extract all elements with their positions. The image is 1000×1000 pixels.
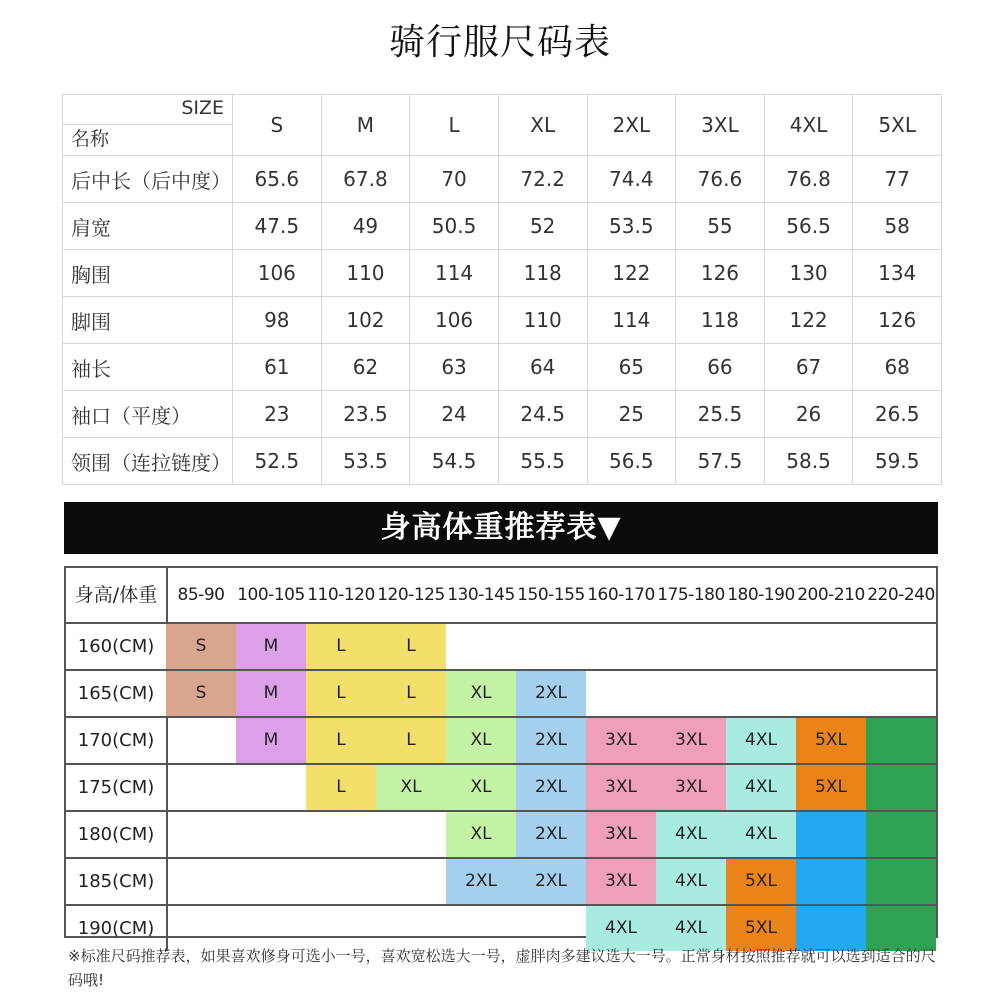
measurement-value: 130 bbox=[764, 250, 853, 297]
recommended-size-cell bbox=[866, 718, 936, 763]
recommended-size-cell bbox=[866, 812, 936, 857]
measurement-value: 67 bbox=[764, 344, 853, 391]
measurement-value: 25 bbox=[587, 391, 676, 438]
measurement-value: 58 bbox=[853, 203, 942, 250]
size-row bbox=[63, 203, 942, 250]
recommended-size-cell: L bbox=[306, 624, 376, 669]
measurement-value: 24 bbox=[410, 391, 499, 438]
measurement-value: 114 bbox=[410, 250, 499, 297]
recommended-size-cell: 4XL bbox=[656, 812, 726, 857]
weight-column-header: 175-180 bbox=[657, 585, 725, 605]
measurement-value: 118 bbox=[676, 297, 765, 344]
measurement-value: 49 bbox=[321, 203, 410, 250]
measurement-value: 110 bbox=[321, 250, 410, 297]
recommended-size-cell: S bbox=[166, 624, 236, 669]
recommended-size-cell: XL bbox=[446, 812, 516, 857]
weight-column-header: 220-240 bbox=[867, 585, 935, 605]
height-row bbox=[66, 718, 936, 765]
weight-column-header: 150-155 bbox=[517, 585, 585, 605]
size-row bbox=[63, 297, 942, 344]
measurement-name: 袖长 bbox=[63, 344, 233, 391]
recommended-size-cell bbox=[866, 859, 936, 904]
height-label: 165(CM) bbox=[66, 671, 168, 716]
recommended-size-cell: M bbox=[236, 624, 306, 669]
measurement-value: 54.5 bbox=[410, 438, 499, 485]
recommended-size-cell: 5XL bbox=[796, 718, 866, 763]
recommend-banner: 身高体重推荐表▼ bbox=[64, 502, 938, 554]
height-row bbox=[66, 624, 936, 671]
measurement-name: 胸围 bbox=[63, 250, 233, 297]
recommended-size-cell bbox=[796, 812, 866, 857]
measurement-name: 肩宽 bbox=[63, 203, 233, 250]
measurement-value: 23 bbox=[233, 391, 322, 438]
recommended-size-cell: 2XL bbox=[446, 859, 516, 904]
recommended-size-cell: M bbox=[236, 718, 306, 763]
height-row bbox=[66, 765, 936, 812]
measurement-value: 26.5 bbox=[853, 391, 942, 438]
size-column-header: 5XL bbox=[853, 95, 942, 156]
recommended-size-cell: 3XL bbox=[656, 765, 726, 810]
recommended-size-cell: 2XL bbox=[516, 765, 586, 810]
recommended-size-cell: L bbox=[376, 718, 446, 763]
name-header-label: 名称 bbox=[71, 128, 110, 150]
recommended-size-cell: L bbox=[376, 624, 446, 669]
recommend-header-row bbox=[66, 568, 936, 624]
height-weight-label: 身高/体重 bbox=[66, 568, 168, 622]
measurement-value: 52.5 bbox=[233, 438, 322, 485]
recommended-size-cell: M bbox=[236, 671, 306, 716]
recommend-grid bbox=[64, 566, 938, 938]
recommended-size-cell: 4XL bbox=[586, 906, 656, 951]
weight-column-header: 100-105 bbox=[237, 585, 305, 605]
measurement-value: 56.5 bbox=[587, 438, 676, 485]
recommended-size-cell bbox=[796, 859, 866, 904]
recommended-size-cell: 5XL bbox=[796, 765, 866, 810]
size-column-header: M bbox=[321, 95, 410, 156]
measurement-value: 53.5 bbox=[587, 203, 676, 250]
size-row bbox=[63, 438, 942, 485]
measurement-value: 47.5 bbox=[233, 203, 322, 250]
height-row bbox=[66, 812, 936, 859]
measurement-value: 25.5 bbox=[676, 391, 765, 438]
measurement-value: 63 bbox=[410, 344, 499, 391]
measurement-value: 74.4 bbox=[587, 156, 676, 203]
size-header-label: SIZE bbox=[181, 97, 224, 119]
size-column-header: 3XL bbox=[676, 95, 765, 156]
measurement-value: 98 bbox=[233, 297, 322, 344]
size-column-header: 4XL bbox=[764, 95, 853, 156]
measurement-value: 24.5 bbox=[498, 391, 587, 438]
recommended-size-cell: 2XL bbox=[516, 671, 586, 716]
measurement-value: 64 bbox=[498, 344, 587, 391]
height-label: 190(CM) bbox=[66, 906, 168, 951]
measurement-value: 72.2 bbox=[498, 156, 587, 203]
recommended-size-cell: XL bbox=[376, 765, 446, 810]
size-name-header-cell bbox=[63, 95, 233, 156]
height-row bbox=[66, 859, 936, 906]
size-row bbox=[63, 250, 942, 297]
measurement-value: 65 bbox=[587, 344, 676, 391]
size-note: ※标准尺码推荐表，如果喜欢修身可选小一号，喜欢宽松选大一号，虚胖肉多建议选大一号。正常身材按照推荐就可以选到适合的尺码哦! bbox=[68, 947, 936, 989]
measurement-value: 67.8 bbox=[321, 156, 410, 203]
measurement-value: 65.6 bbox=[233, 156, 322, 203]
measurement-name: 领围（连拉链度） bbox=[63, 438, 233, 485]
measurement-value: 55.5 bbox=[498, 438, 587, 485]
recommended-size-cell: XL bbox=[446, 671, 516, 716]
measurement-value: 61 bbox=[233, 344, 322, 391]
recommended-size-cell: 4XL bbox=[656, 859, 726, 904]
height-label: 160(CM) bbox=[66, 624, 168, 669]
size-column-header: 2XL bbox=[587, 95, 676, 156]
size-row bbox=[63, 344, 942, 391]
size-column-header: L bbox=[410, 95, 499, 156]
measurement-value: 134 bbox=[853, 250, 942, 297]
recommended-size-cell: 2XL bbox=[516, 812, 586, 857]
recommended-size-cell: 3XL bbox=[586, 859, 656, 904]
recommended-size-cell: 3XL bbox=[656, 718, 726, 763]
recommended-size-cell: XL bbox=[446, 718, 516, 763]
measurement-value: 126 bbox=[676, 250, 765, 297]
measurement-name: 脚围 bbox=[63, 297, 233, 344]
recommended-size-cell: L bbox=[306, 765, 376, 810]
size-row bbox=[63, 391, 942, 438]
weight-column-header: 120-125 bbox=[377, 585, 445, 605]
recommended-size-cell: 2XL bbox=[516, 718, 586, 763]
measurement-value: 57.5 bbox=[676, 438, 765, 485]
recommended-size-cell: L bbox=[376, 671, 446, 716]
recommended-size-cell: 3XL bbox=[586, 718, 656, 763]
measurement-value: 59.5 bbox=[853, 438, 942, 485]
weight-column-header: 180-190 bbox=[727, 585, 795, 605]
measurement-value: 62 bbox=[321, 344, 410, 391]
measurement-value: 53.5 bbox=[321, 438, 410, 485]
size-chart-table bbox=[62, 94, 942, 485]
height-label: 170(CM) bbox=[66, 718, 168, 763]
measurement-value: 55 bbox=[676, 203, 765, 250]
height-label: 175(CM) bbox=[66, 765, 168, 810]
measurement-value: 70 bbox=[410, 156, 499, 203]
recommended-size-cell: 4XL bbox=[656, 906, 726, 951]
recommended-size-cell: L bbox=[306, 718, 376, 763]
measurement-value: 52 bbox=[498, 203, 587, 250]
measurement-value: 66 bbox=[676, 344, 765, 391]
size-row bbox=[63, 156, 942, 203]
measurement-value: 110 bbox=[498, 297, 587, 344]
measurement-name: 后中长（后中度） bbox=[63, 156, 233, 203]
size-column-header: XL bbox=[498, 95, 587, 156]
measurement-value: 77 bbox=[853, 156, 942, 203]
measurement-value: 56.5 bbox=[764, 203, 853, 250]
measurement-value: 50.5 bbox=[410, 203, 499, 250]
measurement-value: 118 bbox=[498, 250, 587, 297]
measurement-value: 122 bbox=[764, 297, 853, 344]
page-title: 骑行服尺码表 bbox=[388, 22, 611, 63]
recommended-size-cell: 4XL bbox=[726, 812, 796, 857]
height-label: 180(CM) bbox=[66, 812, 168, 857]
measurement-name: 袖口（平度） bbox=[63, 391, 233, 438]
measurement-value: 106 bbox=[233, 250, 322, 297]
height-label: 185(CM) bbox=[66, 859, 168, 904]
recommended-size-cell: 5XL bbox=[726, 906, 796, 951]
recommended-size-cell: 5XL bbox=[726, 859, 796, 904]
measurement-value: 122 bbox=[587, 250, 676, 297]
weight-column-header: 160-170 bbox=[587, 585, 655, 605]
measurement-value: 68 bbox=[853, 344, 942, 391]
recommended-size-cell: 4XL bbox=[726, 765, 796, 810]
size-column-header: S bbox=[233, 95, 322, 156]
recommended-size-cell: XL bbox=[446, 765, 516, 810]
measurement-value: 23.5 bbox=[321, 391, 410, 438]
measurement-value: 126 bbox=[853, 297, 942, 344]
recommended-size-cell: S bbox=[166, 671, 236, 716]
weight-column-header: 200-210 bbox=[797, 585, 865, 605]
measurement-value: 76.6 bbox=[676, 156, 765, 203]
recommended-size-cell: L bbox=[306, 671, 376, 716]
recommended-size-cell: 4XL bbox=[726, 718, 796, 763]
recommended-size-cell: 3XL bbox=[586, 765, 656, 810]
measurement-value: 106 bbox=[410, 297, 499, 344]
recommended-size-cell: 2XL bbox=[516, 859, 586, 904]
weight-column-header: 130-145 bbox=[447, 585, 515, 605]
measurement-value: 102 bbox=[321, 297, 410, 344]
recommended-size-cell bbox=[866, 765, 936, 810]
weight-column-header: 85-90 bbox=[177, 585, 225, 605]
recommended-size-cell: 3XL bbox=[586, 812, 656, 857]
measurement-value: 26 bbox=[764, 391, 853, 438]
measurement-value: 76.8 bbox=[764, 156, 853, 203]
measurement-value: 58.5 bbox=[764, 438, 853, 485]
height-row bbox=[66, 671, 936, 718]
weight-column-header: 110-120 bbox=[307, 585, 375, 605]
measurement-value: 114 bbox=[587, 297, 676, 344]
size-header-row bbox=[63, 95, 942, 156]
